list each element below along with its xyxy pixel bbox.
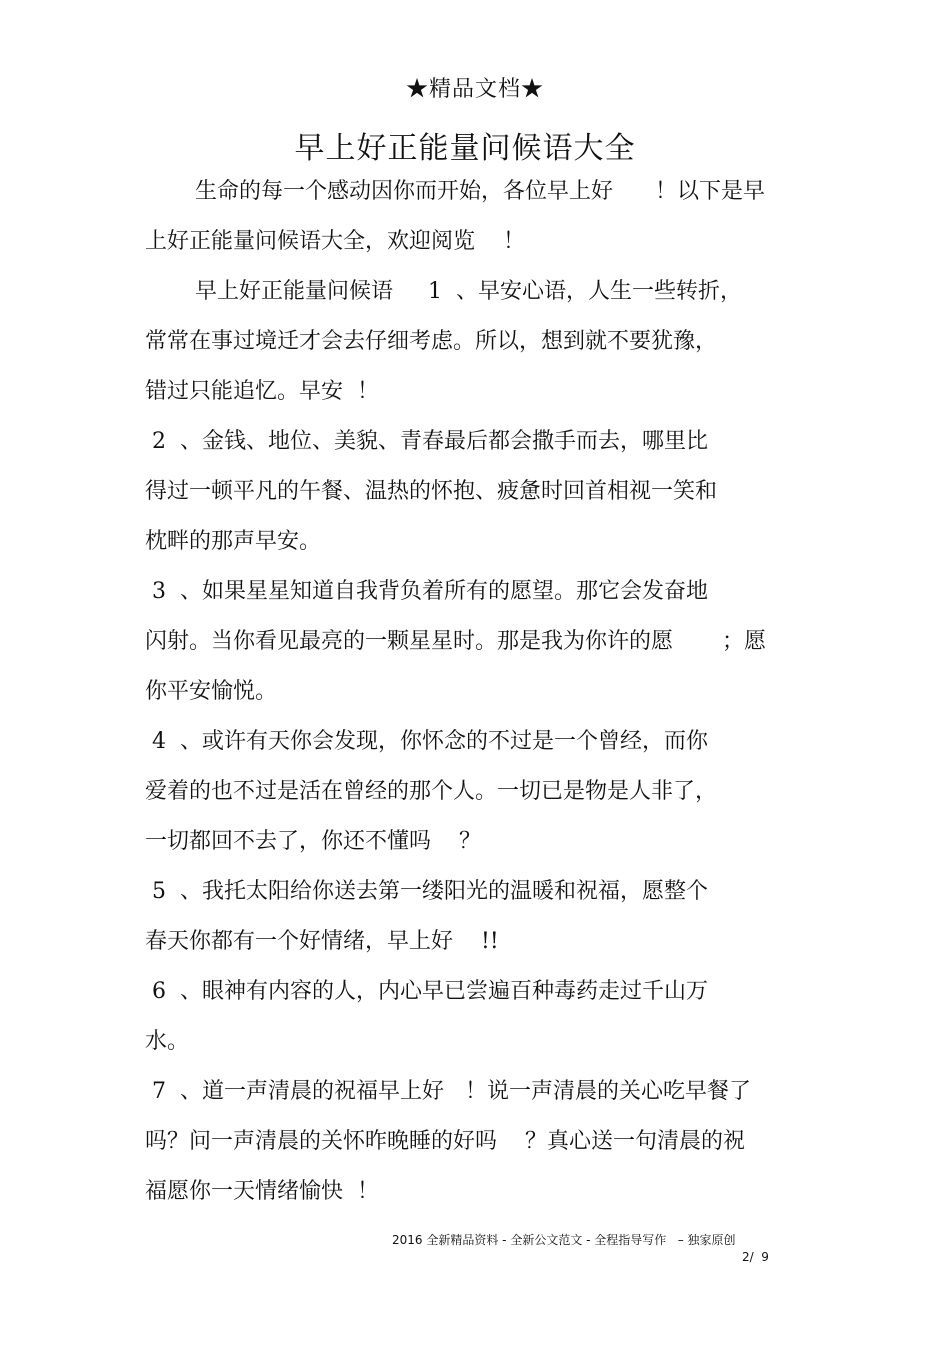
body-line: 7 、道一声清晨的祝福早上好 ！说一声清晨的关心吃早餐了 [145,1079,751,1104]
body-line: 上好正能量问候语大全，欢迎阅览 ！ [145,229,525,254]
body-line: 错过只能追忆。早安 ！ [145,379,379,404]
body-line: 常常在事过境迁才会去仔细考虑。所以，想到就不要犹豫， [145,329,718,354]
page-header: ★精品文档★ [405,77,544,102]
body-line: 福愿你一天情绪愉快 ！ [145,1179,379,1204]
body-line: 春天你都有一个好情绪，早上好 !! [145,929,499,954]
page-number: 2/ 9 [742,1250,769,1264]
body-line: 枕畔的那声早安。 [145,529,322,554]
body-line: 爱着的也不过是活在曾经的那个人。一切已是物是人非了， [145,779,718,804]
body-line: 5 、我托太阳给你送去第一缕阳光的温暖和祝福，愿整个 [145,879,708,904]
body-line: 4 、或许有天你会发现，你怀念的不过是一个曾经，而你 [145,729,708,754]
body-line: 一切都回不去了，你还不懂吗 ？ [145,829,481,854]
body-line: 生命的每一个感动因你而开始，各位早上好 ！以下是早 [195,179,765,204]
page-footer: 2016 全新精品资料 - 全新公文范文 - 全程指导写作 – 独家原创 [392,1233,736,1247]
body-line: 2 、金钱、地位、美貌、青春最后都会撒手而去，哪里比 [145,429,708,454]
body-line: 吗？问一声清晨的关怀昨晚睡的好吗 ？真心送一句清晨的祝 [145,1129,745,1154]
body-line: 6 、眼神有内容的人，内心早已尝遍百种毒药走过千山万 [145,979,708,1004]
body-line: 早上好正能量问候语 1 、早安心语，人生一些转折， [195,279,742,304]
body-line: 闪射。当你看见最亮的一颗星星时。那是我为你许的愿 ；愿 [145,629,766,654]
body-line: 水。 [145,1029,190,1054]
document-title: 早上好正能量问候语大全 [294,131,636,166]
body-line: 你平安愉悦。 [145,679,278,704]
body-line: 得过一顿平凡的午餐、温热的怀抱、疲惫时回首相视一笑和 [145,479,718,504]
body-line: 3 、如果星星知道自我背负着所有的愿望。那它会发奋地 [145,579,708,604]
